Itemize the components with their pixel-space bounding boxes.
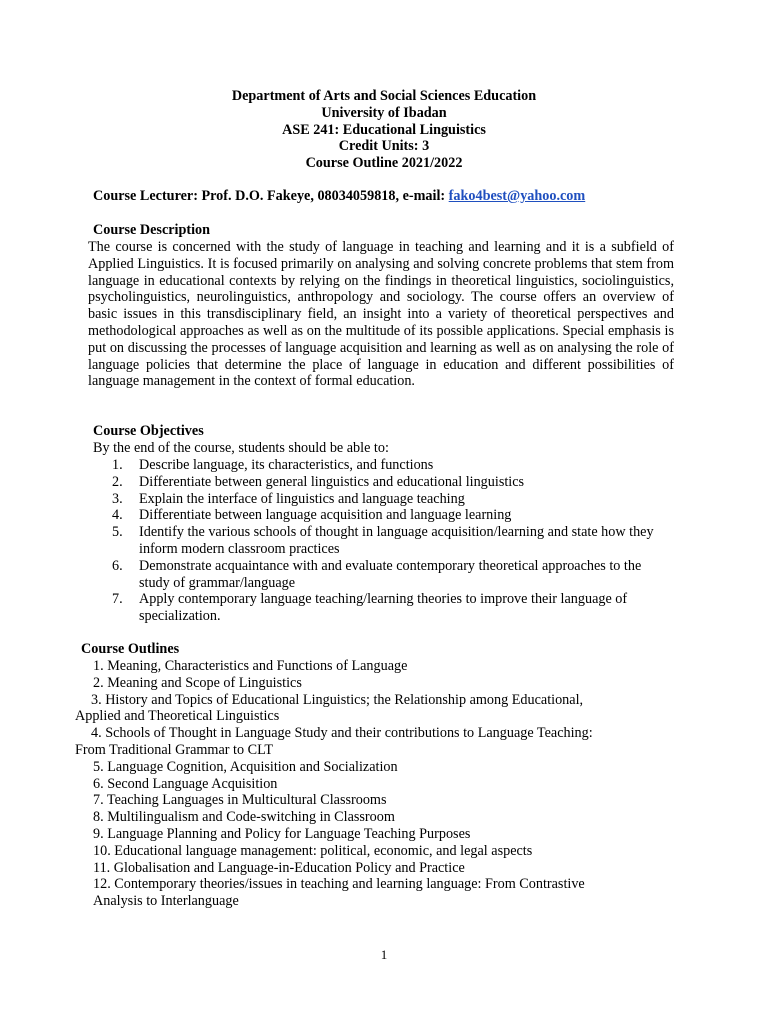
credit-units-heading: Credit Units: 3 (338, 138, 430, 155)
outline-line: 9. Language Planning and Policy for Language Teaching Purposes (93, 826, 471, 842)
course-lecturer-line (93, 188, 585, 205)
outline-line: 4. Schools of Thought in Language Study and their contributions to Language Teaching: (91, 725, 593, 742)
objective-item (112, 474, 674, 491)
objective-text: Identify the various schools of thought in language acquisition/learning and state how they inform modern classroom practices (139, 524, 654, 557)
outline-line: 10. Educational language management: political, economic, and legal aspects (93, 842, 533, 859)
objective-text: Demonstrate acquaintance with and evaluate contemporary theoretical approaches to the study of grammar/language (139, 557, 642, 591)
outline-line: 5. Language Cognition, Acquisition and Socialization (93, 758, 398, 775)
objective-item (112, 491, 674, 508)
objective-text: Describe language, its characteristics, and functions (139, 457, 434, 473)
objective-text: Differentiate between general linguistics and educational linguistics (139, 473, 525, 490)
objective-number: 3. (112, 490, 123, 507)
outline-line: 12. Contemporary theories/issues in teaching and learning language: From Contrastive (93, 876, 585, 893)
course-description-title: Course Description (93, 222, 211, 238)
objective-number: 5. (112, 524, 123, 541)
course-heading: ASE 241: Educational Linguistics (282, 121, 486, 138)
objective-item (112, 507, 674, 524)
objective-item (112, 591, 674, 625)
course-description-body: The course is concerned with the study of language in teaching and learning and it is a subfield of Applied Linguistics. It is focused primarily on analysing and solving concrete problems that stem from language in educational contexts by relying on the findings in theoretical linguistics, sociolinguistics, psycholinguistics, neurolinguistics, anthropology and sociology. The course offers an overview of basic issues in this transdisciplinary field, an insight into a variety of theoretical perspectives and methodological approaches as well as on the multitude of its possible applications. Special emphasis is put on discussing the processes of language acquisition and learning as well as on analysing the role of language policies that determine the place of language in education and different possibilities of language management in the context of formal education. (88, 239, 674, 390)
objectives-list (112, 457, 674, 625)
course-objectives-title: Course Objectives (93, 423, 204, 439)
outline-line: 7. Teaching Languages in Multicultural Classrooms (93, 792, 387, 809)
objective-text: Apply contemporary language teaching/learning theories to improve their language of specialization. (139, 591, 628, 625)
objective-item (112, 558, 674, 592)
lecturer-info: Course Lecturer: Prof. D.O. Fakeye, 08034059818, e-mail: (93, 188, 449, 204)
course-outlines-title: Course Outlines (81, 641, 180, 657)
outline-line: 3. History and Topics of Educational Linguistics; the Relationship among Educational, (91, 691, 584, 708)
outline-line: Applied and Theoretical Linguistics (75, 708, 280, 725)
outline-line: 1. Meaning, Characteristics and Functions of Language (93, 658, 408, 674)
university-heading: University of Ibadan (321, 104, 447, 121)
document-header (0, 88, 768, 172)
outline-line: 11. Globalisation and Language-in-Education Policy and Practice (93, 859, 465, 876)
objective-text: Differentiate between language acquisition and language learning (139, 507, 512, 524)
objective-item (112, 457, 674, 474)
lecturer-email-link[interactable]: fako4best@yahoo.com (448, 188, 586, 204)
objective-item (112, 524, 674, 558)
outline-line: 2. Meaning and Scope of Linguistics (93, 674, 302, 691)
outline-line: Analysis to Interlanguage (93, 893, 239, 910)
objective-number: 1. (112, 457, 123, 473)
course-outline-heading: Course Outline 2021/2022 (305, 155, 463, 172)
objective-number: 4. (112, 507, 123, 524)
outline-line: From Traditional Grammar to CLT (75, 742, 274, 758)
department-heading: Department of Arts and Social Sciences Education (231, 88, 537, 104)
objective-number: 2. (112, 473, 123, 490)
objectives-intro: By the end of the course, students should be able to: (93, 440, 389, 456)
objective-text: Explain the interface of linguistics and language teaching (139, 490, 465, 507)
objective-number: 6. (112, 557, 123, 574)
page-number: 1 (380, 947, 388, 962)
outline-line: 8. Multilingualism and Code-switching in Classroom (93, 809, 395, 826)
objective-number: 7. (112, 591, 123, 608)
outline-line: 6. Second Language Acquisition (93, 775, 278, 792)
